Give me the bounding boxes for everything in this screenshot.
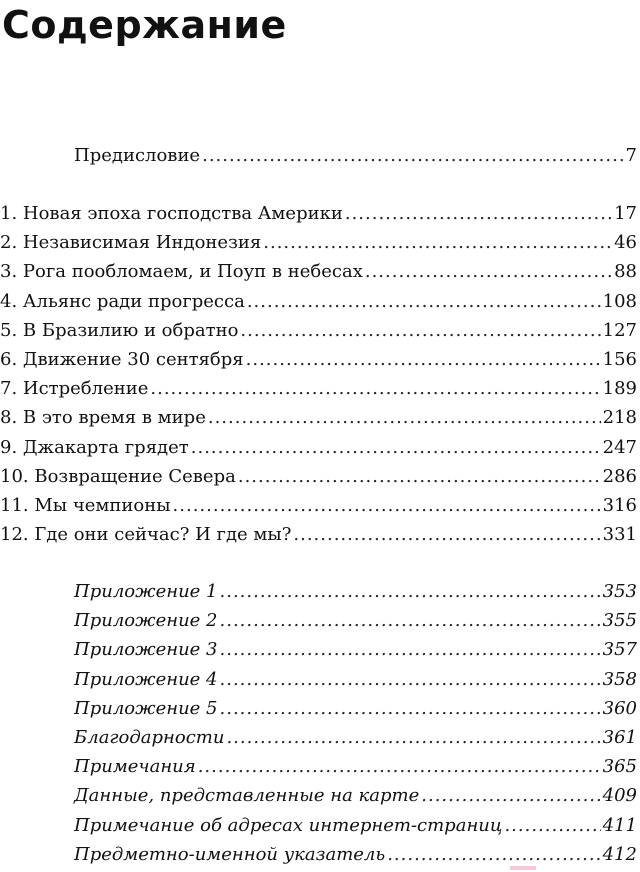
toc-entry[interactable] xyxy=(74,635,637,664)
toc-entry-label: Примечание об адресах интернет-страниц xyxy=(74,814,503,836)
toc-entry[interactable] xyxy=(0,316,637,345)
toc-entry-page: 17 xyxy=(614,203,637,224)
toc-entry-page: 88 xyxy=(614,261,637,283)
dot-leader xyxy=(220,694,601,723)
toc-entry-page: 156 xyxy=(602,349,637,370)
toc-entry[interactable] xyxy=(74,665,637,694)
dot-leader xyxy=(220,665,601,694)
toc-entry-label: 9. Джакарта грядет xyxy=(0,436,189,458)
toc-entry[interactable] xyxy=(0,287,637,316)
toc-entry[interactable] xyxy=(74,781,637,810)
toc-entry-label: Предметно-именной указатель xyxy=(74,843,386,865)
dot-leader xyxy=(220,606,601,635)
toc-entry[interactable] xyxy=(0,257,637,286)
toc-entry-label: 7. Истребление xyxy=(0,378,149,400)
dot-leader xyxy=(263,228,612,257)
toc-entry[interactable] xyxy=(74,752,637,781)
dot-leader xyxy=(247,287,601,316)
toc-entry[interactable] xyxy=(74,606,637,635)
toc-entry-page: 189 xyxy=(602,378,637,400)
toc-entry[interactable] xyxy=(74,840,637,869)
decorative-mark xyxy=(510,866,536,870)
toc-entry-page: 46 xyxy=(614,232,637,254)
dot-leader xyxy=(365,257,612,286)
dot-leader xyxy=(191,433,601,462)
toc-entry[interactable] xyxy=(74,577,637,606)
dot-leader xyxy=(198,752,601,781)
toc-entry-label: Приложение 2 xyxy=(74,610,218,632)
toc-entry-page: 127 xyxy=(602,319,637,341)
toc-entry-page: 411 xyxy=(602,814,637,836)
toc-entry-page: 360 xyxy=(602,697,637,719)
toc-entry-label: 11. Мы чемпионы xyxy=(0,495,171,516)
toc-entry-page: 316 xyxy=(602,495,637,516)
toc-entry-page: 365 xyxy=(602,756,637,778)
toc-entry-label: Приложение 5 xyxy=(74,697,218,719)
toc-entry-label: 10. Возвращение Севера xyxy=(0,465,236,487)
toc-entry-label: 1. Новая эпоха господства Америки xyxy=(0,203,343,224)
toc-entry-label: 2. Независимая Индонезия xyxy=(0,232,262,254)
dot-leader xyxy=(293,520,600,549)
toc-entry-label: 6. Движение 30 сентября xyxy=(0,349,244,370)
toc-entry[interactable] xyxy=(0,345,637,374)
toc-entry-label: Благодарности xyxy=(74,727,225,748)
toc-entry-label: Предисловие xyxy=(74,145,201,166)
toc-entry-label: 8. В это время в мире xyxy=(0,407,206,429)
toc-entry-label: 12. Где они сейчас? И где мы? xyxy=(0,524,292,546)
toc-entry-page: 108 xyxy=(602,290,637,312)
dot-leader xyxy=(202,141,623,170)
toc-entry-page: 331 xyxy=(602,524,637,546)
toc-entry[interactable] xyxy=(0,403,637,432)
dot-leader xyxy=(220,577,601,606)
dot-leader xyxy=(238,462,601,491)
toc-entry[interactable] xyxy=(74,723,637,752)
toc-entry-page: 355 xyxy=(602,610,637,632)
toc-entry[interactable] xyxy=(0,520,637,549)
toc-entry-page: 286 xyxy=(602,465,637,487)
toc-entry-page: 7 xyxy=(625,145,637,166)
toc-entry-page: 412 xyxy=(602,843,637,865)
toc-entry-label: Данные, представленные на карте xyxy=(74,785,420,807)
toc-entry-page: 247 xyxy=(602,436,637,458)
toc-entry-page: 361 xyxy=(602,727,637,748)
toc-entry-label: Приложение 4 xyxy=(74,668,218,690)
page-title: Содержание xyxy=(2,3,287,47)
toc-entry[interactable] xyxy=(0,491,637,520)
dot-leader xyxy=(504,811,600,840)
dot-leader xyxy=(173,491,601,520)
toc-entry-label: Приложение 3 xyxy=(74,639,218,661)
toc-entry-label: 4. Альянс ради прогресса xyxy=(0,290,245,312)
toc-entry-label: 3. Рога пообломаем, и Поуп в небесах xyxy=(0,261,363,283)
toc-entry-page: 357 xyxy=(602,639,637,661)
toc-entry[interactable] xyxy=(0,374,637,403)
dot-leader xyxy=(345,199,612,228)
dot-leader xyxy=(150,374,600,403)
toc-entry-label: Примечания xyxy=(74,756,196,778)
toc-entry-label: Приложение 1 xyxy=(74,581,218,602)
toc-entry[interactable] xyxy=(74,811,637,840)
dot-leader xyxy=(208,403,601,432)
toc-entry[interactable] xyxy=(74,694,637,723)
dot-leader xyxy=(421,781,600,810)
dot-leader xyxy=(240,316,600,345)
toc-entry[interactable] xyxy=(0,228,637,257)
toc-entry[interactable] xyxy=(0,199,637,228)
dot-leader xyxy=(246,345,601,374)
dot-leader xyxy=(226,723,600,752)
dot-leader xyxy=(387,840,600,869)
toc-entry-preface[interactable] xyxy=(74,141,637,170)
toc-entry[interactable] xyxy=(0,433,637,462)
toc-entry-label: 5. В Бразилию и обратно xyxy=(0,319,239,341)
toc-entry[interactable] xyxy=(0,462,637,491)
dot-leader xyxy=(220,635,601,664)
toc-entry-page: 218 xyxy=(602,407,637,429)
toc-entry-page: 353 xyxy=(602,581,637,602)
toc-entry-page: 409 xyxy=(602,785,637,807)
toc-entry-page: 358 xyxy=(602,668,637,690)
